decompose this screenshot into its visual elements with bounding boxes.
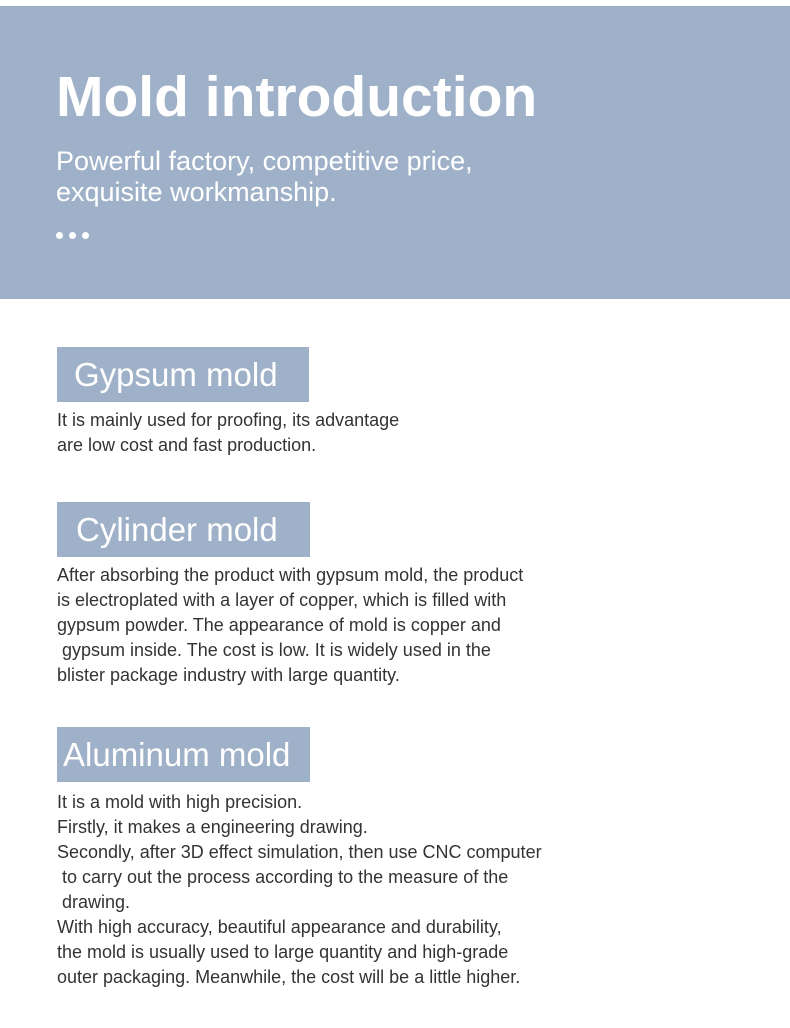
ellipsis-icon <box>56 232 89 239</box>
gypsum-mold-description <box>57 408 399 458</box>
description-line: blister package industry with large quantity. <box>57 665 400 685</box>
aluminum-mold-label: Aluminum mold <box>57 727 310 782</box>
gypsum-mold-label: Gypsum mold <box>57 347 309 402</box>
description-line: After absorbing the product with gypsum mold, the product <box>57 565 524 585</box>
hero-banner <box>0 6 790 299</box>
dot <box>69 232 76 239</box>
description-line: is electroplated with a layer of copper, which is filled with <box>57 590 507 610</box>
cylinder-mold-label: Cylinder mold <box>57 502 310 557</box>
hero-subtitle-line-1: Powerful factory, competitive price, <box>56 146 473 176</box>
description-line: gypsum inside. The cost is low. It is widely used in the <box>57 640 491 660</box>
page-title: Mold introduction <box>56 65 538 129</box>
description-line: With high accuracy, beautiful appearance and durability, <box>57 917 502 937</box>
hero-subtitle <box>56 146 473 208</box>
description-line: drawing. <box>57 892 131 912</box>
dot <box>56 232 63 239</box>
description-line: the mold is usually used to large quantity and high-grade <box>57 942 509 962</box>
aluminum-mold-description <box>57 790 542 990</box>
description-line: It is mainly used for proofing, its advantage <box>57 410 400 430</box>
cylinder-mold-description <box>57 563 523 688</box>
description-line: gypsum powder. The appearance of mold is copper and <box>57 615 501 635</box>
description-line: Secondly, after 3D effect simulation, then use CNC computer <box>57 842 542 862</box>
description-line: Firstly, it makes a engineering drawing. <box>57 817 368 837</box>
description-line: It is a mold with high precision. <box>57 792 303 812</box>
dot <box>82 232 89 239</box>
description-line: are low cost and fast production. <box>57 435 317 455</box>
description-line: outer packaging. Meanwhile, the cost will be a little higher. <box>57 967 521 987</box>
description-line: to carry out the process according to the measure of the <box>57 867 509 887</box>
hero-subtitle-line-2: exquisite workmanship. <box>56 177 337 207</box>
